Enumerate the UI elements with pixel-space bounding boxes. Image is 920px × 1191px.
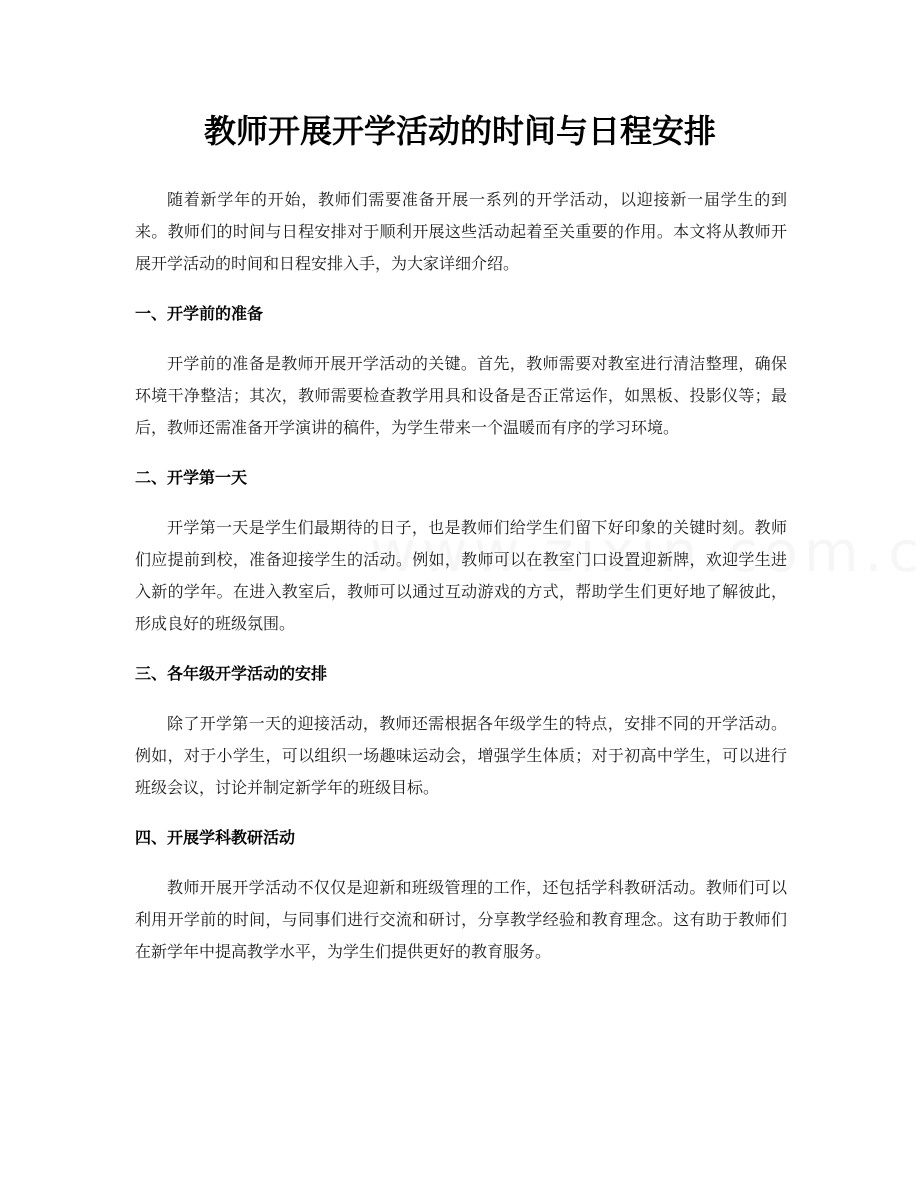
section-heading-4: 四、开展学科教研活动: [135, 828, 296, 847]
section-heading-1: 一、开学前的准备: [135, 304, 264, 323]
section-heading-2: 二、开学第一天: [135, 468, 248, 487]
intro-paragraph: 随着新学年的开始，教师们需要准备开展一系列的开学活动，以迎接新一届学生的到来。教师们的时间与日程安排对于顺利开展这些活动起着至关重要的作用。本文将从教师开展开学活动的时间和日程安排入手，为大家详细介绍。: [135, 190, 787, 273]
section-heading-3: 三、各年级开学活动的安排: [135, 664, 328, 683]
document-body: [135, 184, 787, 968]
section-paragraph-4: 教师开展开学活动不仅仅是迎新和班级管理的工作，还包括学科教研活动。教师们可以利用开学前的时间，与同事们进行交流和研讨，分享教学经验和教育理念。这有助于教师们在新学年中提高教学水平，为学生们提供更好的教育服务。: [135, 878, 787, 961]
document-title: 教师开展开学活动的时间与日程安排: [203, 112, 716, 150]
section-paragraph-3: 除了开学第一天的迎接活动，教师还需根据各年级学生的特点，安排不同的开学活动。例如，对于小学生，可以组织一场趣味运动会，增强学生体质；对于初高中学生，可以进行班级会议，讨论并制定新学年的班级目标。: [135, 714, 787, 797]
section-paragraph-1: 开学前的准备是教师开展开学活动的关键。首先，教师需要对教室进行清洁整理，确保环境干净整洁；其次，教师需要检查教学用具和设备是否正常运作，如黑板、投影仪等；最后，教师还需准备开学演讲的稿件，为学生带来一个温暖而有序的学习环境。: [135, 354, 787, 437]
section-paragraph-2: 开学第一天是学生们最期待的日子，也是教师们给学生们留下好印象的关键时刻。教师们应提前到校，准备迎接学生的活动。例如，教师可以在教室门口设置迎新牌，欢迎学生进入新的学年。在进入教室后，教师可以通过互动游戏的方式，帮助学生们更好地了解彼此，形成良好的班级氛围。: [135, 518, 787, 633]
